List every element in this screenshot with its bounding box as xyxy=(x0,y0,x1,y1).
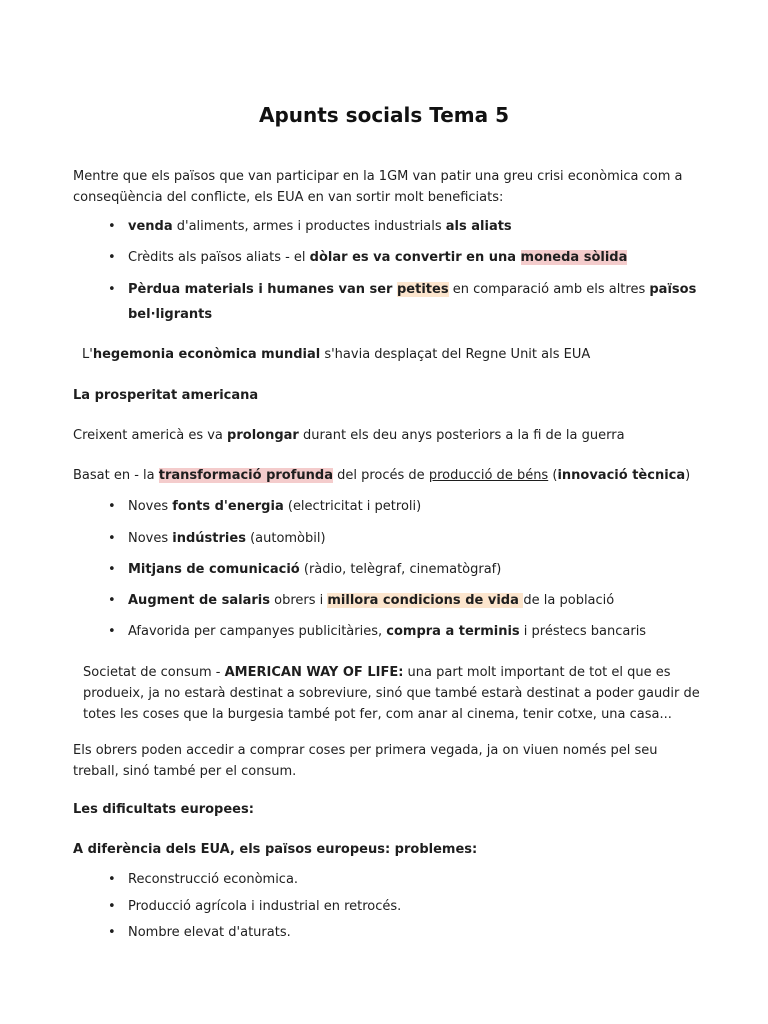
section-heading-prosperitat: La prosperitat americana xyxy=(73,388,259,403)
bullet-icon: • xyxy=(108,562,116,577)
list-item: Noves fonts d'energia (electricitat i petroli) xyxy=(128,499,422,514)
bullet-icon: • xyxy=(108,250,116,265)
societat-paragraph-line-1: Societat de consum - AMERICAN WAY OF LIFE: una part molt important de tot el que es xyxy=(83,665,671,680)
obrers-line-1: Els obrers poden accedir a comprar coses per primera vegada, ja on viuen només pel seu xyxy=(73,743,658,758)
list-item: venda d'aliments, armes i productes industrials als aliats xyxy=(128,219,512,234)
section-heading-diferencia: A diferència dels EUA, els països europeus: problemes: xyxy=(73,842,478,857)
creixent-paragraph: Creixent americà es va prolongar durant els deu anys posteriors a la fi de la guerra xyxy=(73,428,625,443)
bullet-icon: • xyxy=(108,219,116,234)
bullet-icon: • xyxy=(108,899,116,914)
document-title: Apunts socials Tema 5 xyxy=(258,103,510,127)
list-item: Afavorida per campanyes publicitàries, compra a terminis i préstecs bancaris xyxy=(128,624,647,639)
list-item: Nombre elevat d'aturats. xyxy=(128,925,291,940)
hegemonia-paragraph: L'hegemonia econòmica mundial s'havia desplaçat del Regne Unit als EUA xyxy=(82,347,591,362)
list-item: Pèrdua materials i humanes van ser petites en comparació amb els altres països xyxy=(128,282,697,297)
bullet-icon: • xyxy=(108,624,116,639)
bullet-icon: • xyxy=(108,531,116,546)
list-item-continuation: bel·ligrants xyxy=(128,307,213,322)
intro-line-2: conseqüència del conflicte, els EUA en van sortir molt beneficiats: xyxy=(73,190,504,205)
list-item: Crèdits als països aliats - el dòlar es va convertir en una moneda sòlida xyxy=(128,250,628,265)
list-item: Augment de salaris obrers i millora condicions de vida de la població xyxy=(128,593,615,608)
societat-paragraph-line-2: produeix, ja no estarà destinat a sobreviure, sinó que també estarà destinat a poder gaudir de xyxy=(83,686,700,701)
list-item: Mitjans de comunicació (ràdio, telègraf, cinematògraf) xyxy=(128,562,502,577)
list-item: Reconstrucció econòmica. xyxy=(128,872,299,887)
societat-paragraph-line-3: totes les coses que la burgesia també pot fer, com anar al cinema, tenir cotxe, una casa... xyxy=(83,707,672,722)
intro-line-1: Mentre que els països que van participar en la 1GM van patir una greu crisi econòmica com a xyxy=(73,169,683,184)
obrers-line-2: treball, sinó també per el consum. xyxy=(73,764,297,779)
section-heading-dificultats: Les dificultats europees: xyxy=(73,802,254,817)
bullet-icon: • xyxy=(108,593,116,608)
basat-paragraph: Basat en - la transformació profunda del procés de producció de béns (innovació tècnica) xyxy=(73,468,691,483)
bullet-icon: • xyxy=(108,499,116,514)
list-item: Producció agrícola i industrial en retrocés. xyxy=(128,899,402,914)
bullet-icon: • xyxy=(108,282,116,297)
list-item: Noves indústries (automòbil) xyxy=(128,531,326,546)
bullet-icon: • xyxy=(108,872,116,887)
bullet-icon: • xyxy=(108,925,116,940)
